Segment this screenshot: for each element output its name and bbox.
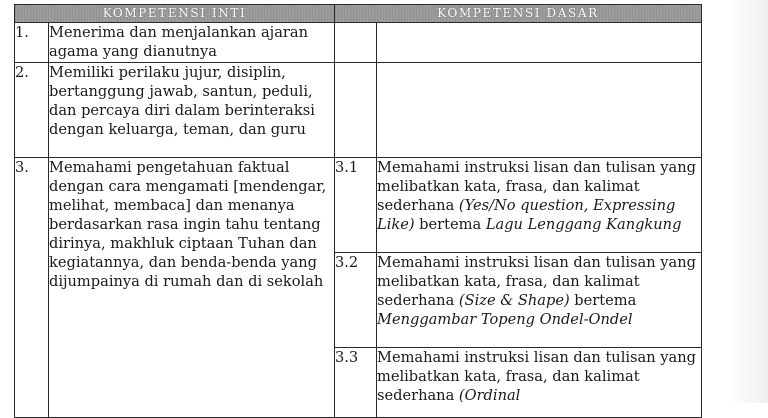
table-row xyxy=(15,23,702,63)
kd-text-plain-2: bertema xyxy=(414,216,486,233)
kd-text-plain-2: bertema xyxy=(569,292,637,309)
kd-text-empty xyxy=(377,23,702,63)
ki-text: Memiliki perilaku jujur, disiplin, bertanggung jawab, santun, peduli, dan percaya diri dalam berinteraksi dengan keluarga, teman, dan guru xyxy=(49,63,335,158)
kd-text-plain: Memahami instruksi lisan dan tulisan yang melibatkan kata, frasa, dan kalimat sederhana xyxy=(377,349,696,404)
kd-text-italic: (Yes/No question, Expressing Like) xyxy=(377,197,676,233)
ki-text: Menerima dan menjalankan ajaran agama yang dianutnya xyxy=(49,23,335,63)
kd-text-plain: Memahami instruksi lisan dan tulisan yang melibatkan kata, frasa, dan kalimat sederhana xyxy=(377,159,696,214)
header-kompetensi-dasar: KOMPETENSI DASAR xyxy=(335,5,702,23)
kd-theme-italic: Lagu Lenggang Kangkung xyxy=(485,216,682,233)
kd-number: 3.2 xyxy=(335,253,377,348)
kd-text-italic: (Size & Shape) xyxy=(458,292,570,309)
header-kompetensi-inti: KOMPETENSI INTI xyxy=(15,5,335,23)
kd-text xyxy=(377,158,702,253)
table-header-row xyxy=(15,5,702,23)
kd-theme-italic: Menggambar Topeng Ondel-Ondel xyxy=(377,311,633,328)
row-number: 1. xyxy=(15,23,49,63)
ki-text: Memahami pengetahuan faktual dengan cara mengamati [mendengar, melihat, membaca] dan menanya berdasarkan rasa ingin tahu tentang dirinya, makhluk ciptaan Tuhan dan kegiatannya, dan benda-benda yang dijumpainya di rumah dan di sekolah xyxy=(49,158,335,418)
competency-table xyxy=(14,4,702,418)
kd-text xyxy=(377,348,702,418)
kd-number-empty xyxy=(335,23,377,63)
row-number: 3. xyxy=(15,158,49,418)
kd-text-plain: Memahami instruksi lisan dan tulisan yang melibatkan kata, frasa, dan kalimat sederhana xyxy=(377,254,696,309)
kd-number-empty xyxy=(335,63,377,158)
kd-text xyxy=(377,253,702,348)
row-number: 2. xyxy=(15,63,49,158)
kd-text-italic: (Ordinal xyxy=(458,387,521,404)
scan-edge-shadow xyxy=(728,0,768,403)
kd-number: 3.3 xyxy=(335,348,377,418)
table-row xyxy=(15,158,702,253)
kd-number: 3.1 xyxy=(335,158,377,253)
kd-text-empty xyxy=(377,63,702,158)
table-row xyxy=(15,63,702,158)
